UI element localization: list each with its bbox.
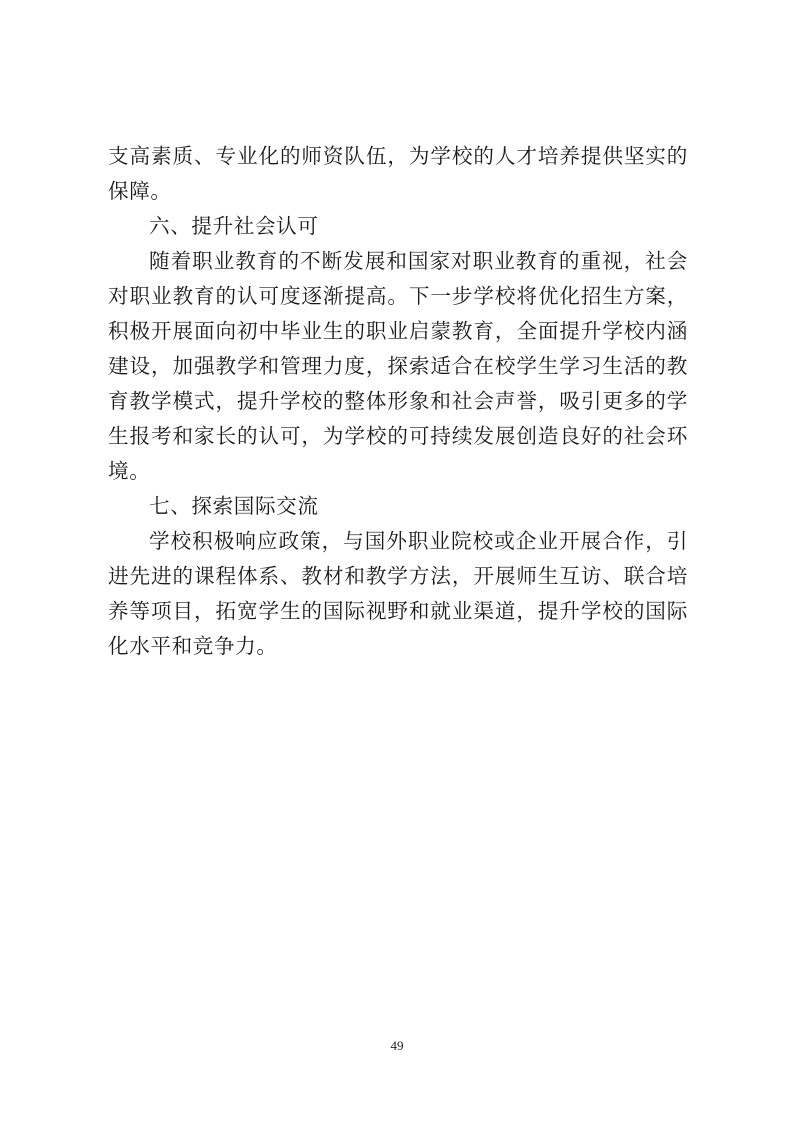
paragraph-social-recognition: [108, 244, 688, 489]
text-line: 境。: [108, 459, 151, 483]
text-line: 育教学模式，提升学校的整体形象和社会声誉，吸引更多的学: [108, 389, 688, 413]
document-body: [108, 139, 688, 664]
text-line: 进先进的课程体系、教材和教学方法，开展师生互访、联合培: [108, 564, 688, 588]
text-line: 建设，加强教学和管理力度，探索适合在校学生学习生活的教: [108, 354, 688, 378]
section-heading: 六、提升社会认可: [149, 214, 319, 238]
text-line: 积极开展面向初中毕业生的职业启蒙教育，全面提升学校内涵: [108, 319, 688, 343]
text-line: 对职业教育的认可度逐渐提高。下一步学校将优化招生方案，: [108, 284, 688, 308]
section-heading: 七、探索国际交流: [149, 494, 319, 518]
text-line: 生报考和家长的认可，为学校的可持续发展创造良好的社会环: [108, 424, 688, 448]
page-number: 49: [390, 1038, 404, 1053]
text-line: 随着职业教育的不断发展和国家对职业教育的重视，社会: [149, 249, 688, 273]
text-line: 学校积极响应政策，与国外职业院校或企业开展合作，引: [149, 529, 688, 553]
section-heading-social-recognition: [108, 209, 688, 244]
text-line: 保障。: [108, 179, 172, 203]
section-heading-international-exchange: [108, 489, 688, 524]
text-line: 养等项目，拓宽学生的国际视野和就业渠道，提升学校的国际: [108, 599, 688, 623]
paragraph-international-exchange: [108, 524, 688, 664]
text-line: 支高素质、专业化的师资队伍，为学校的人才培养提供坚实的: [108, 144, 688, 168]
text-line: 化水平和竞争力。: [108, 634, 278, 658]
paragraph-teacher-team-continued: [108, 139, 688, 209]
